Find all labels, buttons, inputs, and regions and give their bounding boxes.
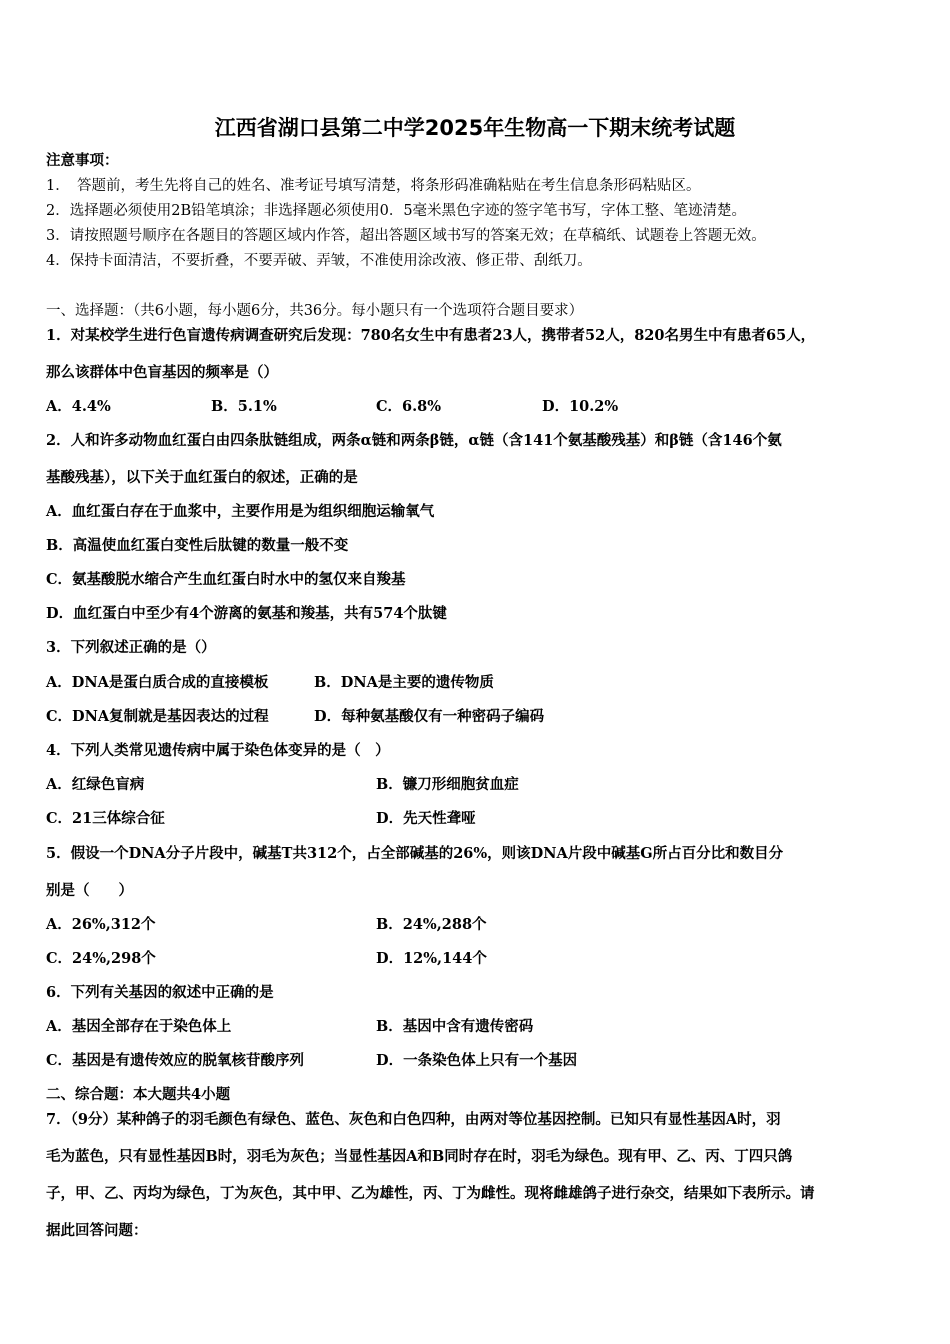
option-a: A．红绿色盲病 — [46, 776, 145, 793]
notice-item: 2．选择题必须使用2B铅笔填涂；非选择题必须使用0．5毫米黑色字迹的签字笔书写，字体工整、笔迹清楚。 — [46, 203, 747, 219]
question-2-option-b: B．高温使血红蛋白变性后肽键的数量一般不变 — [46, 537, 349, 554]
option-b: B．镰刀形细胞贫血症 — [376, 776, 519, 793]
question-1-options — [46, 397, 906, 417]
question-2-line1: 2．人和许多动物血红蛋白由四条肽链组成，两条α链和两条β链，α链（含141个氨基酸残基）和β链（含146个氨 — [46, 432, 782, 449]
question-7-line4: 据此回答问题： — [46, 1222, 148, 1239]
question-5-options-row2 — [46, 949, 906, 969]
question-2-line2: 基酸残基），以下关于血红蛋白的叙述，正确的是 — [46, 469, 358, 486]
question-5-options-row1 — [46, 915, 906, 935]
option-c: C．6.8% — [376, 398, 442, 415]
question-4-options-row1 — [46, 775, 906, 795]
question-2-option-d: D．血红蛋白中至少有4个游离的氨基和羧基，共有574个肽键 — [46, 605, 447, 622]
notice-heading: 注意事项： — [46, 152, 119, 169]
question-3-options-row2 — [46, 707, 906, 727]
question-3-line1: 3．下列叙述正确的是（） — [46, 639, 216, 656]
option-c: C．21三体综合征 — [46, 810, 165, 827]
question-4-options-row2 — [46, 809, 906, 829]
option-c: C．DNA复制就是基因表达的过程 — [46, 708, 269, 725]
option-a: A．4.4% — [46, 398, 111, 415]
option-a: A．26%,312个 — [46, 916, 156, 933]
option-d: D．一条染色体上只有一个基因 — [376, 1052, 578, 1069]
question-6-line1: 6．下列有关基因的叙述中正确的是 — [46, 984, 274, 1001]
question-3-options-row1 — [46, 673, 906, 693]
option-b: B．24%,288个 — [376, 916, 487, 933]
option-b: B．DNA是主要的遗传物质 — [314, 674, 494, 691]
option-d: D．先天性聋哑 — [376, 810, 476, 827]
question-7-line2: 毛为蓝色，只有显性基因B时，羽毛为灰色；当显性基因A和B同时存在时，羽毛为绿色。现有甲、乙、丙、丁四只鸽 — [46, 1148, 793, 1165]
question-7-line1: 7．（9分）某种鸽子的羽毛颜色有绿色、蓝色、灰色和白色四种，由两对等位基因控制。已知只有显性基因A时，羽 — [46, 1111, 781, 1128]
option-c: C．基因是有遗传效应的脱氧核苷酸序列 — [46, 1052, 305, 1069]
question-1-line2: 那么该群体中色盲基因的频率是（） — [46, 364, 278, 381]
option-d: D．10.2% — [542, 398, 619, 415]
option-a: A．基因全部存在于染色体上 — [46, 1018, 232, 1035]
section2-heading: 二、综合题：本大题共4小题 — [46, 1086, 231, 1103]
question-2-option-c: C．氨基酸脱水缩合产生血红蛋白时水中的氢仅来自羧基 — [46, 571, 406, 588]
section1-heading: 一、选择题：（共6小题，每小题6分，共36分。每小题只有一个选项符合题目要求） — [46, 303, 584, 319]
question-5-line1: 5．假设一个DNA分子片段中，碱基T共312个，占全部碱基的26%，则该DNA片段中碱基G所占百分比和数目分 — [46, 845, 784, 862]
option-a: A．DNA是蛋白质合成的直接模板 — [46, 674, 269, 691]
option-d: D．每种氨基酸仅有一种密码子编码 — [314, 708, 545, 725]
page-title: 江西省湖口县第二中学2025年生物高一下期末统考试题 — [214, 116, 736, 140]
option-d: D．12%,144个 — [376, 950, 487, 967]
question-4-line1: 4．下列人类常见遗传病中属于染色体变异的是（ ） — [46, 742, 390, 759]
option-b: B．基因中含有遗传密码 — [376, 1018, 534, 1035]
question-6-options-row2 — [46, 1051, 906, 1071]
notice-item: 3．请按照题号顺序在各题目的答题区域内作答，超出答题区域书写的答案无效；在草稿纸、试题卷上答题无效。 — [46, 228, 766, 244]
option-b: B．5.1% — [211, 398, 277, 415]
question-2-option-a: A．血红蛋白存在于血浆中，主要作用是为组织细胞运输氧气 — [46, 503, 435, 520]
notice-item: 4．保持卡面清洁，不要折叠，不要弄破、弄皱，不准使用涂改液、修正带、刮纸刀。 — [46, 253, 592, 269]
question-6-options-row1 — [46, 1017, 906, 1037]
question-1-line1: 1．对某校学生进行色盲遗传病调查研究后发现：780名女生中有患者23人，携带者52人，820名男生中有患者65人， — [46, 327, 816, 344]
notice-item: 1． 答题前，考生先将自己的姓名、准考证号填写清楚，将条形码准确粘贴在考生信息条形码粘贴区。 — [46, 178, 701, 194]
question-7-line3: 子，甲、乙、丙均为绿色，丁为灰色，其中甲、乙为雄性，丙、丁为雌性。现将雌雄鸽子进行杂交，结果如下表所示。请 — [46, 1185, 815, 1202]
option-c: C．24%,298个 — [46, 950, 156, 967]
question-5-line2: 别是（ ） — [46, 882, 133, 899]
